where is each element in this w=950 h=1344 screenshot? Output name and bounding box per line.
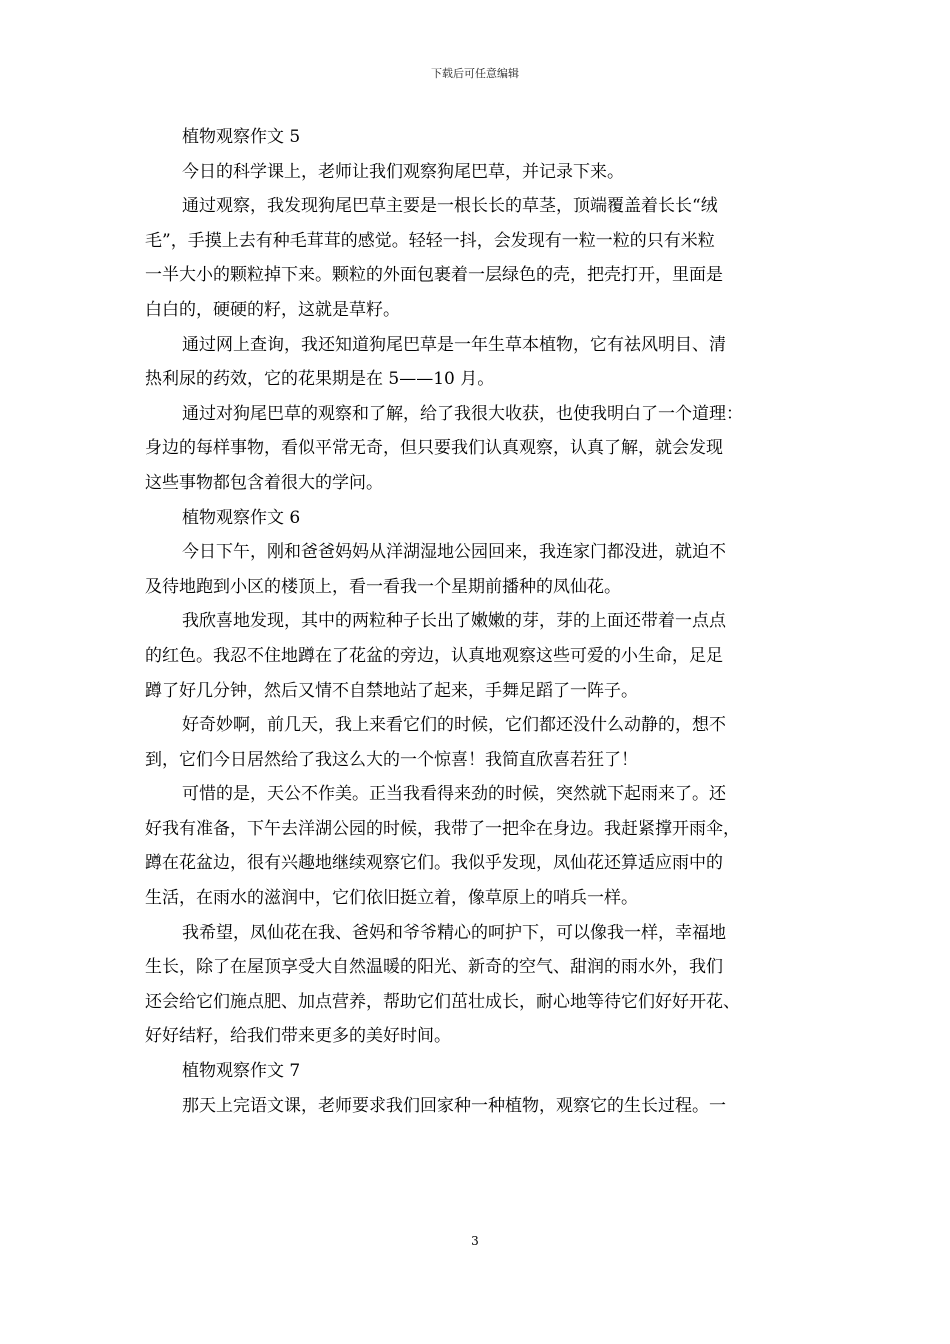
text-line: 通过网上查询，我还知道狗尾巴草是一年生草本植物，它有祛风明目、清 [182, 334, 726, 355]
text-line: 生长，除了在屋顶享受大自然温暖的阳光、新奇的空气、甜润的雨水外，我们 [145, 957, 723, 978]
text-line: 生活，在雨水的滋润中，它们依旧挺立着，像草原上的哨兵一样。 [145, 888, 638, 909]
page-number: 3 [471, 1234, 479, 1248]
text-line: 及待地跑到小区的楼顶上，看一看我一个星期前播种的凤仙花。 [145, 576, 621, 597]
text-line: 好好结籽，给我们带来更多的美好时间。 [145, 1026, 451, 1047]
text-line: 白白的，硬硬的籽，这就是草籽。 [145, 299, 400, 320]
text-line: 一半大小的颗粒掉下来。颗粒的外面包裹着一层绿色的壳，把壳打开，里面是 [145, 265, 723, 286]
text-line: 到，它们今日居然给了我这么大的一个惊喜！我简直欣喜若狂了！ [145, 749, 638, 770]
section-heading: 植物观察作文 5 [182, 127, 301, 147]
text-line: 蹲在花盆边，很有兴趣地继续观察它们。我似乎发现，凤仙花还算适应雨中的 [145, 853, 723, 874]
text-line: 蹲了好几分钟，然后又情不自禁地站了起来，手舞足蹈了一阵子。 [145, 680, 638, 701]
text-line: 我希望，凤仙花在我、爸妈和爷爷精心的呵护下，可以像我一样，幸福地 [182, 922, 726, 943]
text-line: 这些事物都包含着很大的学问。 [145, 472, 383, 493]
text-line: 好我有准备，下午去洋湖公园的时候，我带了一把伞在身边。我赶紧撑开雨伞， [145, 818, 740, 839]
text-line: 今日的科学课上，老师让我们观察狗尾巴草，并记录下来。 [182, 161, 624, 182]
page-header: 下载后可任意编辑 [431, 67, 519, 80]
text-line: 可惜的是，天公不作美。正当我看得来劲的时候，突然就下起雨来了。还 [182, 784, 726, 805]
document-body [145, 120, 810, 1123]
text-line: 还会给它们施点肥、加点营养，帮助它们茁壮成长，耐心地等待它们好好开花、 [145, 991, 740, 1012]
text-line: 那天上完语文课，老师要求我们回家种一种植物，观察它的生长过程。一 [182, 1095, 726, 1116]
section-heading: 植物观察作文 6 [182, 507, 301, 528]
text-line: 好奇妙啊，前几天，我上来看它们的时候，它们都还没什么动静的，想不 [182, 715, 726, 736]
text-line: 通过观察，我发现狗尾巴草主要是一根长长的草茎，顶端覆盖着长长“绒 [182, 196, 718, 217]
text-line: 的红色。我忍不住地蹲在了花盆的旁边，认真地观察这些可爱的小生命，足足 [145, 645, 723, 666]
text-line: 我欣喜地发现，其中的两粒种子长出了嫩嫩的芽，芽的上面还带着一点点 [182, 611, 726, 632]
text-line: 热利尿的药效，它的花果期是在 5——10 月。 [145, 369, 495, 390]
text-line: 今日下午，刚和爸爸妈妈从洋湖湿地公园回来，我连家门都没进，就迫不 [182, 542, 726, 563]
section-heading: 植物观察作文 7 [182, 1061, 301, 1082]
text-line: 通过对狗尾巴草的观察和了解，给了我很大收获，也使我明白了一个道理： [182, 403, 743, 424]
text-line: 身边的每样事物，看似平常无奇，但只要我们认真观察，认真了解，就会发现 [145, 438, 723, 459]
text-line: 毛”，手摸上去有种毛茸茸的感觉。轻轻一抖，会发现有一粒一粒的只有米粒 [145, 230, 715, 251]
